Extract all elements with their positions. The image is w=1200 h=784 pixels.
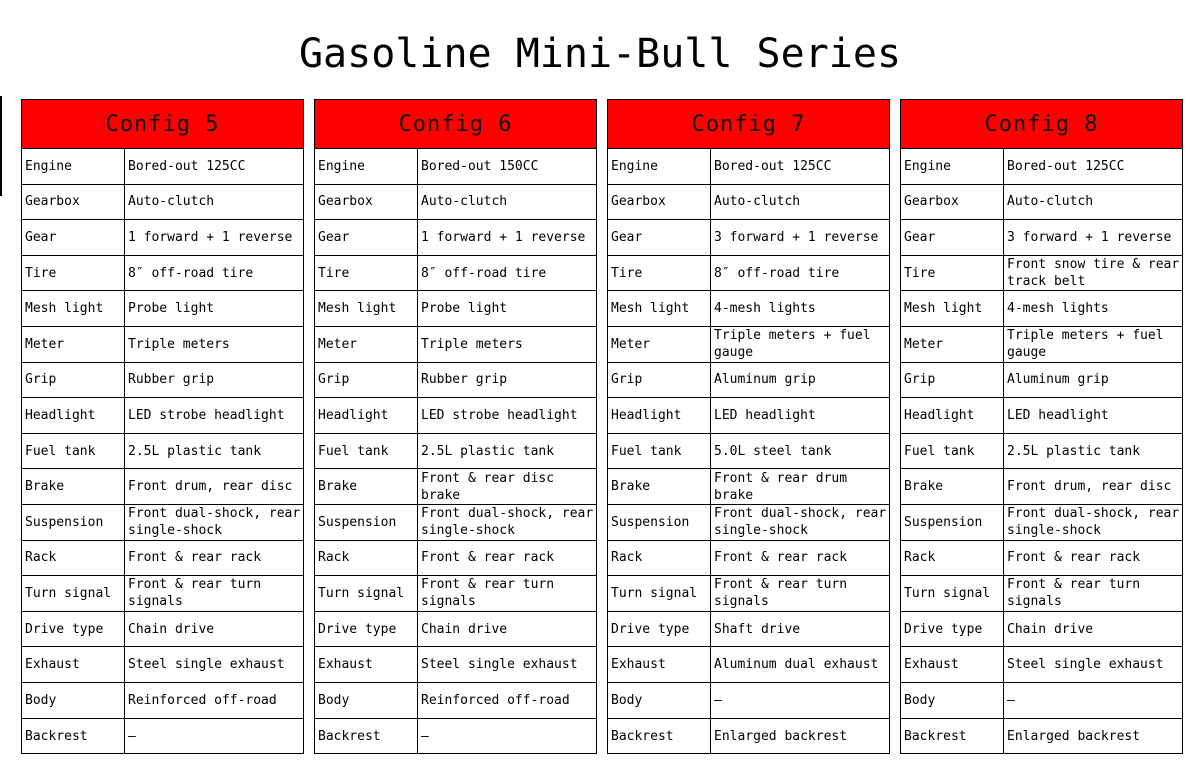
spec-label: Mesh light [22, 291, 125, 326]
spec-label: Brake [901, 469, 1004, 504]
table-row [608, 363, 889, 399]
spec-value: Bored-out 125CC [128, 158, 246, 174]
config-header: Config 7 [608, 100, 889, 149]
table-row [901, 327, 1182, 363]
spec-value: Enlarged backrest [714, 728, 848, 744]
spec-label: Backrest [901, 719, 1004, 755]
spec-value: Aluminum grip [714, 372, 816, 388]
spec-value: 4-mesh lights [714, 301, 816, 317]
table-row [22, 363, 303, 399]
table-row [608, 612, 889, 648]
table-row [901, 505, 1182, 541]
config-header: Config 5 [22, 100, 303, 149]
spec-value: Reinforced off-road [421, 692, 570, 708]
table-row [608, 541, 889, 577]
table-row [901, 719, 1182, 755]
spec-value: 8″ off-road tire [421, 265, 547, 281]
spec-value: Aluminum grip [1007, 372, 1109, 388]
spec-label: Drive type [315, 612, 418, 647]
spec-label: Gearbox [315, 185, 418, 220]
config-table [21, 99, 304, 754]
spec-label: Gearbox [22, 185, 125, 220]
config-header: Config 6 [315, 100, 596, 149]
table-row [22, 149, 303, 185]
spec-label: Grip [901, 363, 1004, 398]
spec-label: Drive type [22, 612, 125, 647]
spec-value: Bored-out 125CC [1007, 158, 1125, 174]
spec-value: Chain drive [128, 621, 215, 637]
spec-value: 5.0L steel tank [714, 443, 832, 459]
spec-label: Rack [315, 541, 418, 576]
table-row [22, 220, 303, 256]
spec-value: Shaft drive [714, 621, 801, 637]
config-header: Config 8 [901, 100, 1182, 149]
table-row [901, 683, 1182, 719]
table-row [608, 505, 889, 541]
spec-value: Reinforced off-road [128, 692, 277, 708]
spec-label: Suspension [22, 505, 125, 540]
spec-label: Fuel tank [315, 434, 418, 469]
spec-value: 2.5L plastic tank [1007, 443, 1141, 459]
spec-label: Meter [901, 327, 1004, 362]
spec-value: 2.5L plastic tank [128, 443, 262, 459]
spec-value: Steel single exhaust [421, 657, 578, 673]
spec-label: Exhaust [22, 647, 125, 682]
table-row [608, 647, 889, 683]
spec-label: Gear [608, 220, 711, 255]
spec-label: Brake [608, 469, 711, 504]
spec-value: Triple meters [128, 336, 230, 352]
spec-label: Body [608, 683, 711, 718]
spec-value: 1 forward + 1 reverse [421, 229, 586, 245]
spec-label: Fuel tank [22, 434, 125, 469]
config-table [314, 99, 597, 754]
table-row [901, 647, 1182, 683]
spec-value: Front dual-shock, rear single-shock [1007, 506, 1180, 539]
spec-label: Suspension [901, 505, 1004, 540]
spec-label: Grip [315, 363, 418, 398]
table-row [315, 149, 596, 185]
spec-value: — [714, 692, 722, 708]
spec-label: Tire [22, 256, 125, 291]
table-row [901, 434, 1182, 470]
spec-value: LED headlight [1007, 407, 1109, 423]
table-row [608, 469, 889, 505]
config-table [900, 99, 1183, 754]
spec-value: Chain drive [421, 621, 508, 637]
table-row [608, 683, 889, 719]
table-row [315, 185, 596, 221]
spec-label: Engine [315, 149, 418, 184]
table-row [315, 647, 596, 683]
spec-label: Gear [901, 220, 1004, 255]
table-row [901, 291, 1182, 327]
table-row [315, 327, 596, 363]
spec-label: Brake [315, 469, 418, 504]
table-row [22, 434, 303, 470]
table-row [608, 220, 889, 256]
spec-label: Engine [901, 149, 1004, 184]
spec-value: Steel single exhaust [128, 657, 285, 673]
spec-label: Fuel tank [608, 434, 711, 469]
spec-label: Headlight [315, 398, 418, 433]
spec-label: Engine [608, 149, 711, 184]
spec-value: Probe light [128, 301, 215, 317]
spec-label: Exhaust [901, 647, 1004, 682]
table-row [608, 719, 889, 755]
table-row [315, 505, 596, 541]
spec-label: Rack [22, 541, 125, 576]
spec-value: Front snow tire & rear track belt [1007, 257, 1180, 290]
table-row [22, 327, 303, 363]
spec-label: Tire [901, 256, 1004, 291]
table-row [22, 256, 303, 292]
spec-label: Drive type [901, 612, 1004, 647]
table-row [608, 149, 889, 185]
table-row [901, 149, 1182, 185]
table-row [608, 291, 889, 327]
spec-value: LED strobe headlight [421, 407, 578, 423]
spec-label: Fuel tank [901, 434, 1004, 469]
table-row [901, 469, 1182, 505]
spec-label: Headlight [22, 398, 125, 433]
spec-value: — [128, 728, 136, 744]
spec-value: Triple meters + fuel gauge [714, 328, 871, 361]
table-row [901, 398, 1182, 434]
spec-label: Exhaust [315, 647, 418, 682]
spec-label: Backrest [315, 719, 418, 755]
table-row [315, 719, 596, 755]
spec-value: 8″ off-road tire [128, 265, 254, 281]
spec-value: Bored-out 150CC [421, 158, 539, 174]
spec-value: Triple meters + fuel gauge [1007, 328, 1164, 361]
spec-value: Auto-clutch [421, 194, 508, 210]
spec-value: Steel single exhaust [1007, 657, 1164, 673]
table-row [315, 398, 596, 434]
table-row [22, 505, 303, 541]
table-row [315, 541, 596, 577]
spec-label: Backrest [22, 719, 125, 755]
table-row [901, 185, 1182, 221]
spec-value: 3 forward + 1 reverse [714, 229, 879, 245]
table-row [901, 541, 1182, 577]
spec-label: Gear [315, 220, 418, 255]
spec-label: Grip [22, 363, 125, 398]
spec-value: Probe light [421, 301, 508, 317]
spec-label: Turn signal [315, 576, 418, 611]
spec-label: Suspension [608, 505, 711, 540]
spec-label: Suspension [315, 505, 418, 540]
spec-value: Front dual-shock, rear single-shock [128, 506, 301, 539]
spec-value: — [421, 728, 429, 744]
table-row [901, 576, 1182, 612]
spec-label: Body [901, 683, 1004, 718]
spec-value: Enlarged backrest [1007, 728, 1141, 744]
table-row [22, 683, 303, 719]
table-row [315, 291, 596, 327]
spec-label: Headlight [901, 398, 1004, 433]
spec-value: 3 forward + 1 reverse [1007, 229, 1172, 245]
spec-value: Chain drive [1007, 621, 1094, 637]
spec-label: Body [315, 683, 418, 718]
spec-value: 2.5L plastic tank [421, 443, 555, 459]
table-row [315, 434, 596, 470]
table-row [22, 576, 303, 612]
table-row [315, 612, 596, 648]
spec-label: Headlight [608, 398, 711, 433]
spec-value: 4-mesh lights [1007, 301, 1109, 317]
table-row [901, 612, 1182, 648]
table-row [22, 719, 303, 755]
table-row [315, 576, 596, 612]
config-table [607, 99, 890, 754]
table-row [901, 220, 1182, 256]
spec-label: Drive type [608, 612, 711, 647]
spec-label: Backrest [608, 719, 711, 755]
spec-label: Meter [315, 327, 418, 362]
table-row [22, 541, 303, 577]
spec-value: Front & rear rack [714, 550, 848, 566]
table-row [901, 363, 1182, 399]
spec-value: Auto-clutch [1007, 194, 1094, 210]
spec-value: LED strobe headlight [128, 407, 285, 423]
spec-label: Body [22, 683, 125, 718]
table-row [22, 647, 303, 683]
table-row [608, 576, 889, 612]
table-row [315, 683, 596, 719]
spec-label: Meter [608, 327, 711, 362]
spec-label: Gearbox [901, 185, 1004, 220]
spec-value: Auto-clutch [128, 194, 215, 210]
table-row [22, 291, 303, 327]
spec-label: Mesh light [315, 291, 418, 326]
spec-value: 8″ off-road tire [714, 265, 840, 281]
table-row [608, 185, 889, 221]
table-row [608, 398, 889, 434]
spec-label: Tire [608, 256, 711, 291]
spec-label: Gear [22, 220, 125, 255]
spec-label: Engine [22, 149, 125, 184]
spec-label: Meter [22, 327, 125, 362]
spec-value: Front dual-shock, rear single-shock [421, 506, 594, 539]
spec-value: Front & rear turn signals [714, 577, 848, 610]
spec-value: Rubber grip [128, 372, 215, 388]
spec-value: — [1007, 692, 1015, 708]
spec-value: Bored-out 125CC [714, 158, 832, 174]
spec-value: Auto-clutch [714, 194, 801, 210]
table-row [315, 469, 596, 505]
table-row [608, 256, 889, 292]
spec-value: Rubber grip [421, 372, 508, 388]
spec-label: Grip [608, 363, 711, 398]
spec-label: Gearbox [608, 185, 711, 220]
table-row [22, 185, 303, 221]
spec-value: Front & rear rack [1007, 550, 1141, 566]
spec-label: Mesh light [901, 291, 1004, 326]
table-row [22, 398, 303, 434]
spec-value: Triple meters [421, 336, 523, 352]
table-row [315, 256, 596, 292]
spec-value: Front drum, rear disc [1007, 479, 1172, 495]
spec-label: Rack [608, 541, 711, 576]
spec-value: Front & rear rack [128, 550, 262, 566]
spec-label: Mesh light [608, 291, 711, 326]
spec-value: LED headlight [714, 407, 816, 423]
table-row [901, 256, 1182, 292]
spec-label: Rack [901, 541, 1004, 576]
spec-value: Front & rear turn signals [421, 577, 555, 610]
table-row [315, 363, 596, 399]
spec-value: Front & rear rack [421, 550, 555, 566]
spec-label: Brake [22, 469, 125, 504]
spec-value: Front & rear turn signals [128, 577, 262, 610]
spec-value: Front & rear disc brake [421, 470, 555, 503]
spec-value: Front dual-shock, rear single-shock [714, 506, 887, 539]
spec-value: Front & rear drum brake [714, 470, 848, 503]
table-row [315, 220, 596, 256]
table-row [22, 469, 303, 505]
spec-value: Front & rear turn signals [1007, 577, 1141, 610]
spec-value: Aluminum dual exhaust [714, 657, 879, 673]
table-row [608, 327, 889, 363]
spec-label: Exhaust [608, 647, 711, 682]
spec-label: Turn signal [901, 576, 1004, 611]
page-title: Gasoline Mini-Bull Series [298, 31, 902, 77]
table-row [608, 434, 889, 470]
spec-value: Front drum, rear disc [128, 479, 293, 495]
spec-label: Turn signal [608, 576, 711, 611]
left-edge-divider [0, 96, 2, 196]
spec-label: Tire [315, 256, 418, 291]
spec-value: 1 forward + 1 reverse [128, 229, 293, 245]
spec-label: Turn signal [22, 576, 125, 611]
table-row [22, 612, 303, 648]
